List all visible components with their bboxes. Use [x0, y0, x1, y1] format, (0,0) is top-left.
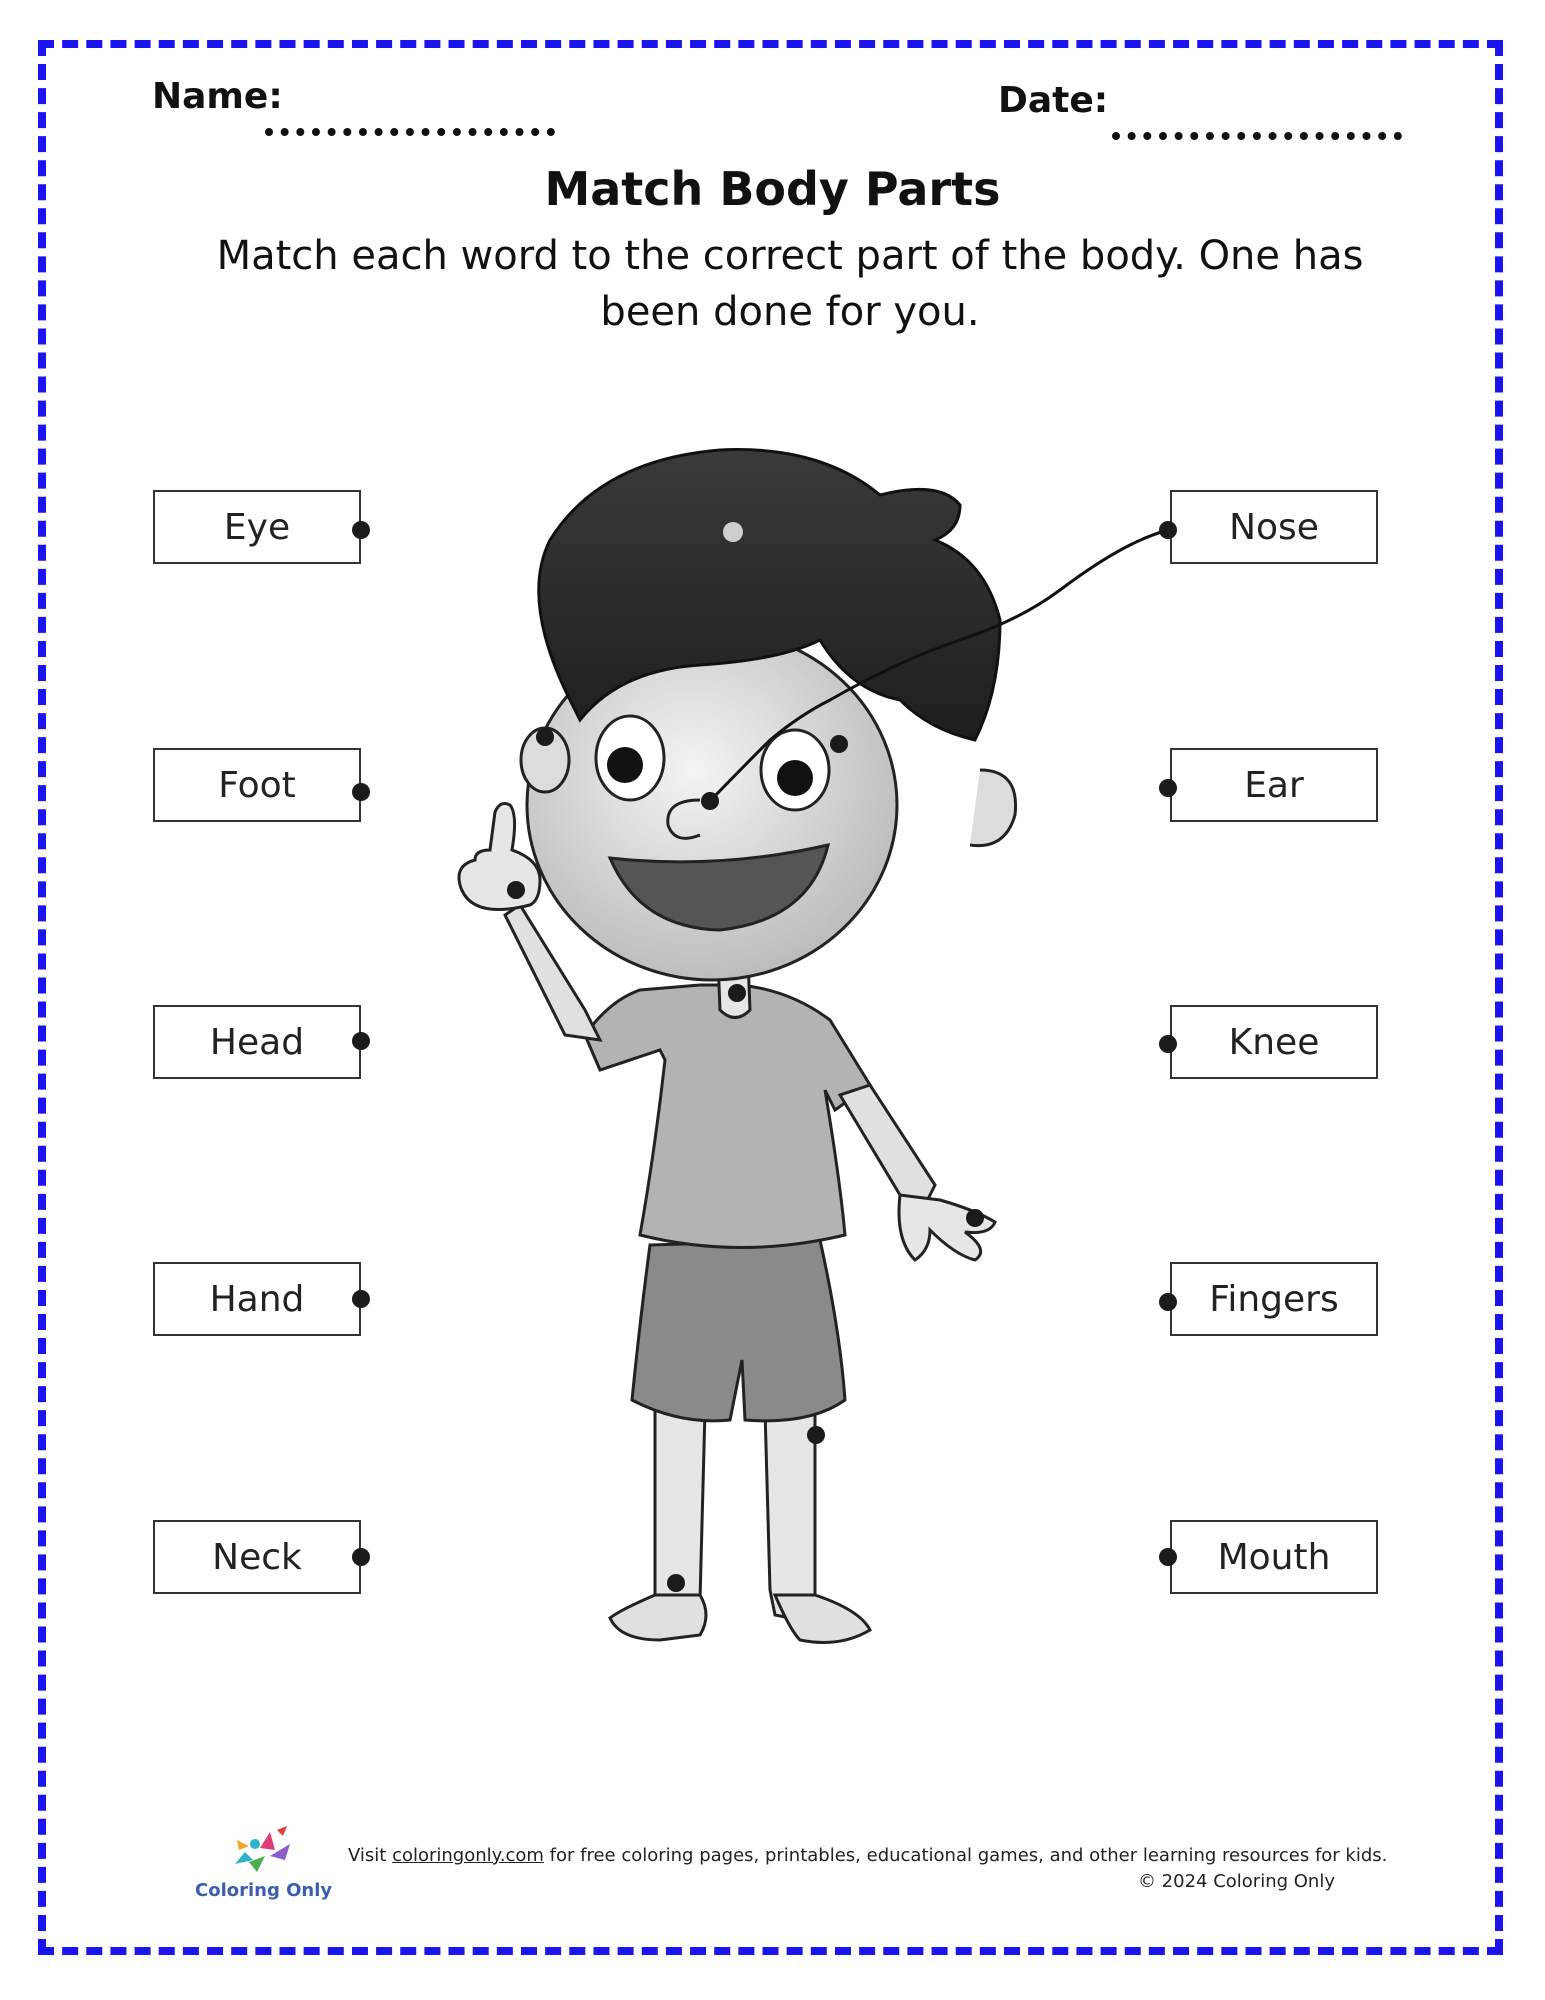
name-label: Name: [152, 76, 283, 117]
footer-visit-prefix: Visit [348, 1845, 393, 1866]
footer-visit-line [348, 1845, 1387, 1866]
neck-dot[interactable] [728, 984, 746, 1002]
word-box-hand [153, 1262, 361, 1336]
date-label: Date: [998, 80, 1109, 121]
word-box-eye [153, 490, 361, 564]
right-foot [775, 1595, 870, 1642]
neck-box-dot[interactable] [352, 1548, 370, 1566]
fingers-box-dot[interactable] [1159, 1293, 1177, 1311]
left-foot [610, 1595, 706, 1640]
footer-visit-suffix: for free coloring pages, printables, educational games, and other learning resources for kids. [543, 1845, 1388, 1866]
word-box-ear [1170, 748, 1378, 822]
word-box-nose [1170, 490, 1378, 564]
fingers-dot[interactable] [507, 881, 525, 899]
nose-dot[interactable] [701, 792, 719, 810]
shirt [585, 985, 870, 1248]
knee-dot[interactable] [807, 1426, 825, 1444]
right-leg [765, 1410, 815, 1620]
word-box-knee [1170, 1005, 1378, 1079]
word-label: Eye [223, 506, 291, 548]
open-hand [899, 1195, 995, 1260]
word-label: Mouth [1217, 1536, 1331, 1578]
instructions: Match each word to the correct part of the body. One has been done for you. [216, 233, 1364, 335]
word-label: Nose [1229, 506, 1319, 548]
foot-dot[interactable] [667, 1574, 685, 1592]
shorts [632, 1240, 845, 1421]
worksheet-title: Match Body Parts [544, 162, 1001, 216]
word-label: Foot [218, 764, 296, 806]
coloring-only-logo [215, 1822, 305, 1880]
head-box-dot[interactable] [352, 1032, 370, 1050]
footer-link[interactable]: coloringonly.com [392, 1845, 544, 1866]
ear-dot[interactable] [536, 728, 554, 746]
hand-dot[interactable] [966, 1209, 984, 1227]
head-dot[interactable] [723, 522, 743, 542]
lowered-arm [840, 1085, 935, 1205]
eye-box-dot[interactable] [352, 521, 370, 539]
word-label: Fingers [1209, 1278, 1339, 1320]
logo-text: Coloring Only [195, 1880, 333, 1901]
right-ear [970, 770, 1016, 846]
word-label: Ear [1244, 764, 1304, 806]
word-label: Hand [209, 1278, 305, 1320]
knee-box-dot[interactable] [1159, 1035, 1177, 1053]
mouth-box-dot[interactable] [1159, 1548, 1177, 1566]
foot-box-dot[interactable] [352, 783, 370, 801]
nose-box-dot[interactable] [1159, 521, 1177, 539]
footer-copyright: © 2024 Coloring Only [1137, 1871, 1335, 1892]
word-box-foot [153, 748, 361, 822]
word-box-fingers [1170, 1262, 1378, 1336]
word-label: Knee [1228, 1021, 1320, 1063]
eye-dot[interactable] [830, 735, 848, 753]
word-box-neck [153, 1520, 361, 1594]
word-label: Neck [212, 1536, 302, 1578]
word-label: Head [209, 1021, 305, 1063]
hand-box-dot[interactable] [352, 1290, 370, 1308]
word-box-head [153, 1005, 361, 1079]
ear-box-dot[interactable] [1159, 779, 1177, 797]
word-box-mouth [1170, 1520, 1378, 1594]
